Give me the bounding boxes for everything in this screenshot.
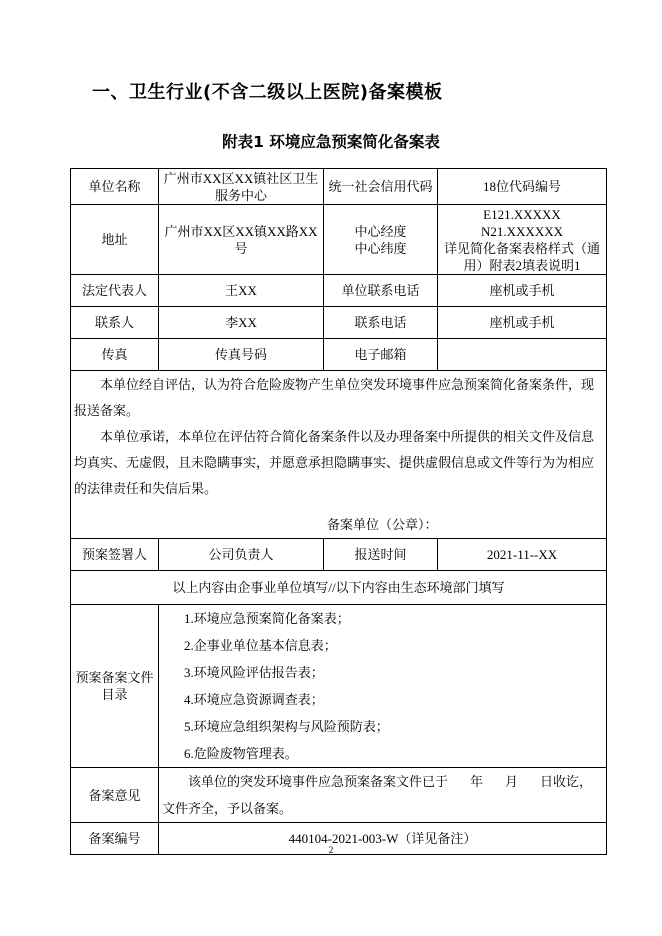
credit-code-label: 统一社会信用代码 [324,169,438,205]
coordinate-values [438,205,607,275]
latitude-label: 中心纬度 [354,240,407,256]
file-item: 1.环境应急预案简化备案表； [184,611,350,626]
file-item: 6.危险废物管理表。 [184,746,298,761]
file-list-label: 预案备案文件目录 [71,605,159,768]
credit-code-value: 18位代码编号 [438,169,607,205]
statement-paragraph-1: 本单位经自评估，认为符合危险废物产生单位突发环境事件应急预案简化备案条件，现报送备案。 [74,377,595,418]
opinion-label: 备案意见 [71,768,159,823]
opinion-month: 月 [505,774,519,789]
record-number-label: 备案编号 [71,823,159,855]
coordinate-labels [324,205,438,275]
opinion-paragraph [162,768,603,822]
table-title: 附表1 环境应急预案简化备案表 [222,133,440,151]
email-label: 电子邮箱 [324,339,438,371]
email-value [438,339,607,371]
unit-row [71,169,607,205]
legal-rep-row [71,275,607,307]
contact-row [71,307,607,339]
latitude-value: N21.XXXXXX [481,223,563,239]
divider-row [71,571,607,605]
signer-value: 公司负责人 [159,539,324,571]
file-item: 4.环境应急资源调查表； [184,692,324,707]
filing-form-table [70,168,607,855]
file-item: 2.企事业单位基本信息表； [184,638,337,653]
record-number-value: 440104-2021-003-W（详见备注） [159,823,607,855]
address-value: 广州市XX区XX镇XX路XX号 [159,205,324,275]
file-list [159,605,607,768]
fax-label: 传真 [71,339,159,371]
submit-time-value: 2021-11--XX [438,539,607,571]
unit-name-value: 广州市XX区XX镇社区卫生服务中心 [159,169,324,205]
statement-row [71,371,607,539]
official-seal-line: 备案单位（公章）： [327,517,438,532]
address-label: 地址 [71,205,159,275]
longitude-label: 中心经度 [354,223,407,239]
signer-row [71,539,607,571]
contact-phone-value: 座机或手机 [438,307,607,339]
longitude-value: E121.XXXXX [483,206,561,222]
unit-phone-value: 座机或手机 [438,275,607,307]
fax-row [71,339,607,371]
section-heading: 一、卫生行业(不含二级以上医院)备案模板 [92,82,443,103]
contact-label: 联系人 [71,307,159,339]
file-item: 5.环境应急组织架构与风险预防表； [184,719,389,734]
legal-rep-value: 王XX [159,275,324,307]
opinion-row [71,768,607,823]
contact-phone-label: 联系电话 [324,307,438,339]
unit-name-label: 单位名称 [71,169,159,205]
unit-phone-label: 单位联系电话 [324,275,438,307]
submit-time-label: 报送时间 [324,539,438,571]
page-number: 2 [328,845,334,855]
coordinate-note: 详见简化备案表格样式（通用）附表2填表说明1 [443,240,600,273]
opinion-year: 年 [470,774,484,789]
divider-text: 以上内容由企事业单位填写//以下内容由生态环境部门填写 [71,571,607,605]
fax-value: 传真号码 [159,339,324,371]
opinion-text-part1: 该单位的突发环境事件应急预案备案文件已于 [188,774,449,789]
opinion-text [159,768,607,823]
contact-value: 李XX [159,307,324,339]
file-list-row [71,605,607,768]
signer-label: 预案签署人 [71,539,159,571]
opinion-text-part2: 日收讫，文件齐全，予以备案。 [162,774,593,816]
legal-rep-label: 法定代表人 [71,275,159,307]
address-row [71,205,607,275]
file-item: 3.环境风险评估报告表； [184,665,324,680]
statement-paragraph-2: 本单位承诺，本单位在评估符合简化备案条件以及办理备案中所提供的相关文件及信息均真实、无虚假，且未隐瞒事实，并愿意承担隐瞒事实、提供虚假信息或文件等行为为相应的法律责任和失信后果。 [74,429,595,496]
statement-cell [71,371,607,539]
